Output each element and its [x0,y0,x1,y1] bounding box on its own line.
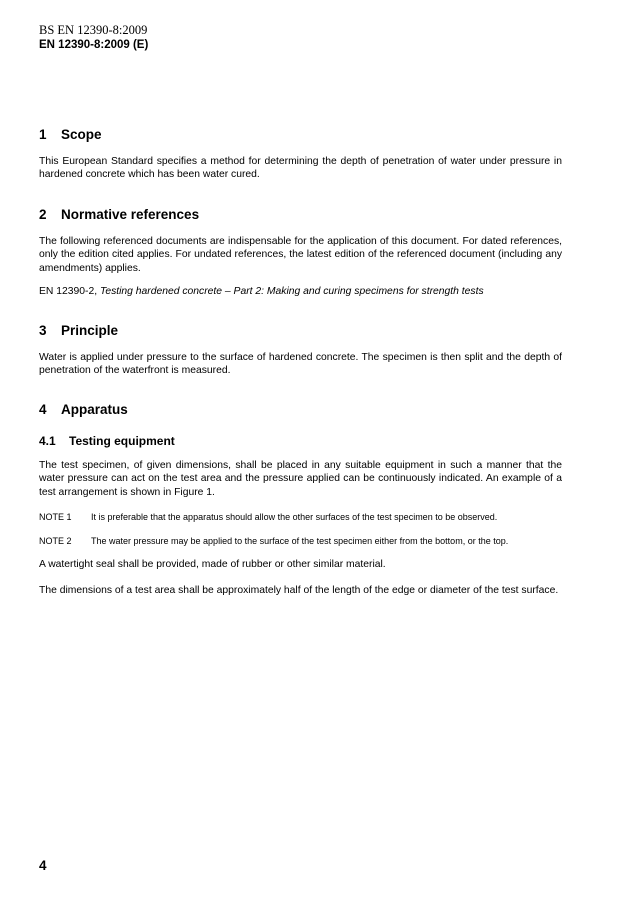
page-number: 4 [39,858,47,873]
reference-code: EN 12390-2, [39,286,100,297]
header-standard-bs: BS EN 12390-8:2009 [39,23,148,37]
note-label: NOTE 1 [39,512,72,522]
section-number: 2 [39,207,47,222]
reference-title: Testing hardened concrete – Part 2: Making and curing specimens for strength tests [99,286,484,297]
section-title: Apparatus [61,402,128,417]
paragraph-testing-equipment: The test specimen, of given dimensions, shall be placed in any suitable equipment in such a manner that the water pressure can act on the test area and the pressure applied can be continuously indicated. An example of a test arrangement is shown in Figure 1. [39,460,562,498]
subsection-title: Testing equipment [69,434,175,448]
section-title: Principle [61,323,119,338]
note-text: The water pressure may be applied to the surface of the test specimen either from the bottom, or the top. [91,536,509,546]
section-heading-principle [39,323,118,339]
section-heading-normative-references [39,207,199,223]
normative-reference-entry [39,285,562,298]
section-number: 3 [39,323,47,338]
note-1 [39,511,562,523]
paragraph-principle: Water is applied under pressure to the surface of hardened concrete. The specimen is then split and the depth of penetration of the waterfront is measured. [39,352,562,377]
note-text: It is preferable that the apparatus should allow the other surfaces of the test specimen to be observed. [91,512,498,522]
section-title: Scope [61,127,102,142]
header-standard-en: EN 12390-8:2009 (E) [39,39,149,51]
subsection-heading-testing-equipment [39,434,175,448]
note-2 [39,535,562,547]
subsection-number: 4.1 [39,434,56,448]
section-title: Normative references [61,207,200,222]
note-label: NOTE 2 [39,536,72,546]
paragraph-watertight-seal: A watertight seal shall be provided, made of rubber or other similar material. [39,559,386,570]
paragraph-normative-references: The following referenced documents are indispensable for the application of this document. For dated references, only the edition cited applies. For undated references, the latest edition of the referenced document (including any amendments) applies. [39,236,562,274]
section-number: 4 [39,402,47,417]
section-heading-scope [39,127,102,143]
paragraph-test-area-dimensions: The dimensions of a test area shall be approximately half of the length of the edge or diameter of the test surface. [39,585,559,596]
paragraph-scope: This European Standard specifies a method for determining the depth of penetration of water under pressure in hardened concrete which has been water cured. [39,156,562,181]
section-heading-apparatus [39,402,128,418]
section-number: 1 [39,127,47,142]
